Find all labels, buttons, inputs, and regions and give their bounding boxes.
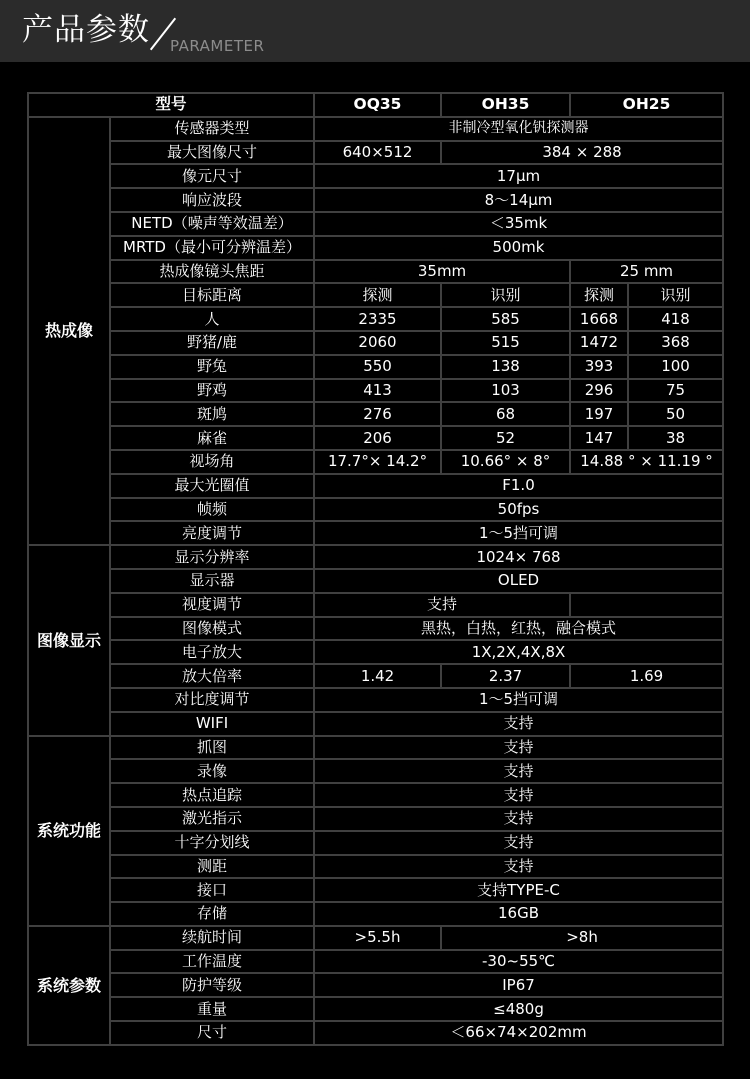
- spec-label: 对比度调节: [110, 688, 314, 712]
- spec-label: 录像: [110, 759, 314, 783]
- detect-35mm: 206: [314, 426, 441, 450]
- value-oh25: 14.88 ° × 11.19 °: [570, 450, 723, 474]
- row-operating-temperature: [28, 950, 723, 974]
- spec-label: 显示器: [110, 569, 314, 593]
- value-all-models: 黑热，白热，红热，融合模式: [314, 617, 723, 641]
- spec-label: 显示分辨率: [110, 545, 314, 569]
- identify-25mm: 100: [628, 355, 723, 379]
- row-video-record: [28, 759, 723, 783]
- row-rangefinder: [28, 855, 723, 879]
- spec-label: 麻雀: [110, 426, 314, 450]
- value-oq35-oh35: 35mm: [314, 260, 570, 284]
- row-model-header: [28, 93, 723, 117]
- spec-label: WIFI: [110, 712, 314, 736]
- identify-25mm: 75: [628, 379, 723, 403]
- value-all-models: 支持: [314, 807, 723, 831]
- row-dimensions: [28, 1021, 723, 1045]
- value-all-models: 1024× 768: [314, 545, 723, 569]
- spec-label: 热成像镜头焦距: [110, 260, 314, 284]
- spec-label: 像元尺寸: [110, 164, 314, 188]
- spec-label: 放大倍率: [110, 664, 314, 688]
- spec-label: 电子放大: [110, 640, 314, 664]
- spec-label: 接口: [110, 878, 314, 902]
- row-interface: [28, 878, 723, 902]
- value-all-models: 1X,2X,4X,8X: [314, 640, 723, 664]
- value-all-models: OLED: [314, 569, 723, 593]
- spec-label: 野兔: [110, 355, 314, 379]
- row-distance-hare: [28, 355, 723, 379]
- spec-label: NETD（噪声等效温差）: [110, 212, 314, 236]
- spec-label: 激光指示: [110, 807, 314, 831]
- spec-label: 存储: [110, 902, 314, 926]
- row-battery-life: [28, 926, 723, 950]
- value-all-models: F1.0: [314, 474, 723, 498]
- row-snapshot: [28, 736, 723, 760]
- row-field-of-view: [28, 450, 723, 474]
- identify-35mm: 103: [441, 379, 570, 403]
- value-oq35-oh35: 支持: [314, 593, 570, 617]
- row-reticle: [28, 831, 723, 855]
- detect-header-25mm: 探测: [570, 283, 628, 307]
- value-all-models: 50fps: [314, 498, 723, 522]
- spec-label: 目标距离: [110, 283, 314, 307]
- detect-25mm: 1472: [570, 331, 628, 355]
- value-all-models: 1～5挡可调: [314, 521, 723, 545]
- detect-25mm: 197: [570, 402, 628, 426]
- page-title: 产品参数: [22, 12, 150, 48]
- row-distance-person: [28, 307, 723, 331]
- spec-label: 工作温度: [110, 950, 314, 974]
- row-brightness-adjust: [28, 521, 723, 545]
- row-hotspot-tracking: [28, 783, 723, 807]
- identify-25mm: 50: [628, 402, 723, 426]
- value-oh35-oh25: 384 × 288: [441, 141, 723, 165]
- value-oq35: 17.7°× 14.2°: [314, 450, 441, 474]
- model-oh35: OH35: [441, 93, 570, 117]
- row-mrtd: [28, 236, 723, 260]
- row-contrast-adjust: [28, 688, 723, 712]
- model-label: 型号: [28, 93, 314, 117]
- model-oq35: OQ35: [314, 93, 441, 117]
- value-oq35: >5.5h: [314, 926, 441, 950]
- spec-label: 防护等级: [110, 973, 314, 997]
- spec-label: 最大图像尺寸: [110, 141, 314, 165]
- spec-label: 人: [110, 307, 314, 331]
- row-pixel-size: [28, 164, 723, 188]
- row-sensor-type: [28, 117, 723, 141]
- value-oh25: 1.69: [570, 664, 723, 688]
- spec-label: 最大光圈值: [110, 474, 314, 498]
- row-wifi: [28, 712, 723, 736]
- category-system-functions: 系统功能: [28, 736, 110, 926]
- spec-label: 视场角: [110, 450, 314, 474]
- value-all-models: IP67: [314, 973, 723, 997]
- row-target-distance-header: [28, 283, 723, 307]
- detect-35mm: 2060: [314, 331, 441, 355]
- value-oh25-empty: [570, 593, 723, 617]
- identify-35mm: 585: [441, 307, 570, 331]
- value-all-models: 支持: [314, 759, 723, 783]
- value-all-models: 非制冷型氧化钒探测器: [314, 117, 723, 141]
- row-storage: [28, 902, 723, 926]
- row-netd: [28, 212, 723, 236]
- row-image-mode: [28, 617, 723, 641]
- value-oh35: 10.66° × 8°: [441, 450, 570, 474]
- row-lens-focal-length: [28, 260, 723, 284]
- spec-label: 视度调节: [110, 593, 314, 617]
- row-diopter-adjust: [28, 593, 723, 617]
- value-all-models: 8～14μm: [314, 188, 723, 212]
- spec-label: 重量: [110, 997, 314, 1021]
- model-oh25: OH25: [570, 93, 723, 117]
- value-all-models: 支持TYPE-C: [314, 878, 723, 902]
- identify-35mm: 68: [441, 402, 570, 426]
- detect-35mm: 550: [314, 355, 441, 379]
- spec-label: 响应波段: [110, 188, 314, 212]
- row-magnification: [28, 664, 723, 688]
- row-distance-pheasant: [28, 379, 723, 403]
- value-all-models: ＜66×74×202mm: [314, 1021, 723, 1045]
- parameter-table: [27, 92, 724, 1046]
- detect-25mm: 296: [570, 379, 628, 403]
- value-oh35: 2.37: [441, 664, 570, 688]
- spec-label: 十字分划线: [110, 831, 314, 855]
- detect-35mm: 413: [314, 379, 441, 403]
- detect-35mm: 2335: [314, 307, 441, 331]
- value-all-models: 支持: [314, 855, 723, 879]
- spec-label: 测距: [110, 855, 314, 879]
- spec-label: 野鸡: [110, 379, 314, 403]
- identify-35mm: 52: [441, 426, 570, 450]
- row-frame-rate: [28, 498, 723, 522]
- row-max-aperture: [28, 474, 723, 498]
- value-oh35-oh25: >8h: [441, 926, 723, 950]
- value-all-models: 支持: [314, 831, 723, 855]
- value-oq35: 640×512: [314, 141, 441, 165]
- row-distance-dove: [28, 402, 723, 426]
- spec-label: 帧频: [110, 498, 314, 522]
- row-laser-pointer: [28, 807, 723, 831]
- value-oh25: 25 mm: [570, 260, 723, 284]
- value-all-models: 支持: [314, 783, 723, 807]
- spec-label: 抓图: [110, 736, 314, 760]
- value-all-models: 17μm: [314, 164, 723, 188]
- row-weight: [28, 997, 723, 1021]
- spec-label: MRTD（最小可分辨温差）: [110, 236, 314, 260]
- page-header: [0, 0, 750, 62]
- identify-25mm: 368: [628, 331, 723, 355]
- identify-25mm: 38: [628, 426, 723, 450]
- row-distance-sparrow: [28, 426, 723, 450]
- value-all-models: ＜35mk: [314, 212, 723, 236]
- value-all-models: 1～5挡可调: [314, 688, 723, 712]
- row-protection-rating: [28, 973, 723, 997]
- page-subtitle: PARAMETER: [170, 37, 265, 55]
- identify-25mm: 418: [628, 307, 723, 331]
- category-thermal-imaging: 热成像: [28, 117, 110, 545]
- identify-header-35mm: 识别: [441, 283, 570, 307]
- spec-label: 斑鸠: [110, 402, 314, 426]
- row-digital-zoom: [28, 640, 723, 664]
- value-oq35: 1.42: [314, 664, 441, 688]
- identify-35mm: 138: [441, 355, 570, 379]
- detect-25mm: 147: [570, 426, 628, 450]
- detect-35mm: 276: [314, 402, 441, 426]
- spec-label: 传感器类型: [110, 117, 314, 141]
- row-display: [28, 569, 723, 593]
- detect-25mm: 393: [570, 355, 628, 379]
- identify-35mm: 515: [441, 331, 570, 355]
- spec-label: 热点追踪: [110, 783, 314, 807]
- category-image-display: 图像显示: [28, 545, 110, 735]
- identify-header-25mm: 识别: [628, 283, 723, 307]
- value-all-models: 16GB: [314, 902, 723, 926]
- spec-label: 亮度调节: [110, 521, 314, 545]
- row-distance-boar-deer: [28, 331, 723, 355]
- spec-label: 图像模式: [110, 617, 314, 641]
- row-response-band: [28, 188, 723, 212]
- value-all-models: -30~55℃: [314, 950, 723, 974]
- category-system-parameters: 系统参数: [28, 926, 110, 1045]
- spec-label: 续航时间: [110, 926, 314, 950]
- detect-25mm: 1668: [570, 307, 628, 331]
- row-max-image-size: [28, 141, 723, 165]
- detect-header-35mm: 探测: [314, 283, 441, 307]
- value-all-models: ≤480g: [314, 997, 723, 1021]
- value-all-models: 500mk: [314, 236, 723, 260]
- value-all-models: 支持: [314, 712, 723, 736]
- value-all-models: 支持: [314, 736, 723, 760]
- row-display-resolution: [28, 545, 723, 569]
- spec-label: 野猪/鹿: [110, 331, 314, 355]
- spec-label: 尺寸: [110, 1021, 314, 1045]
